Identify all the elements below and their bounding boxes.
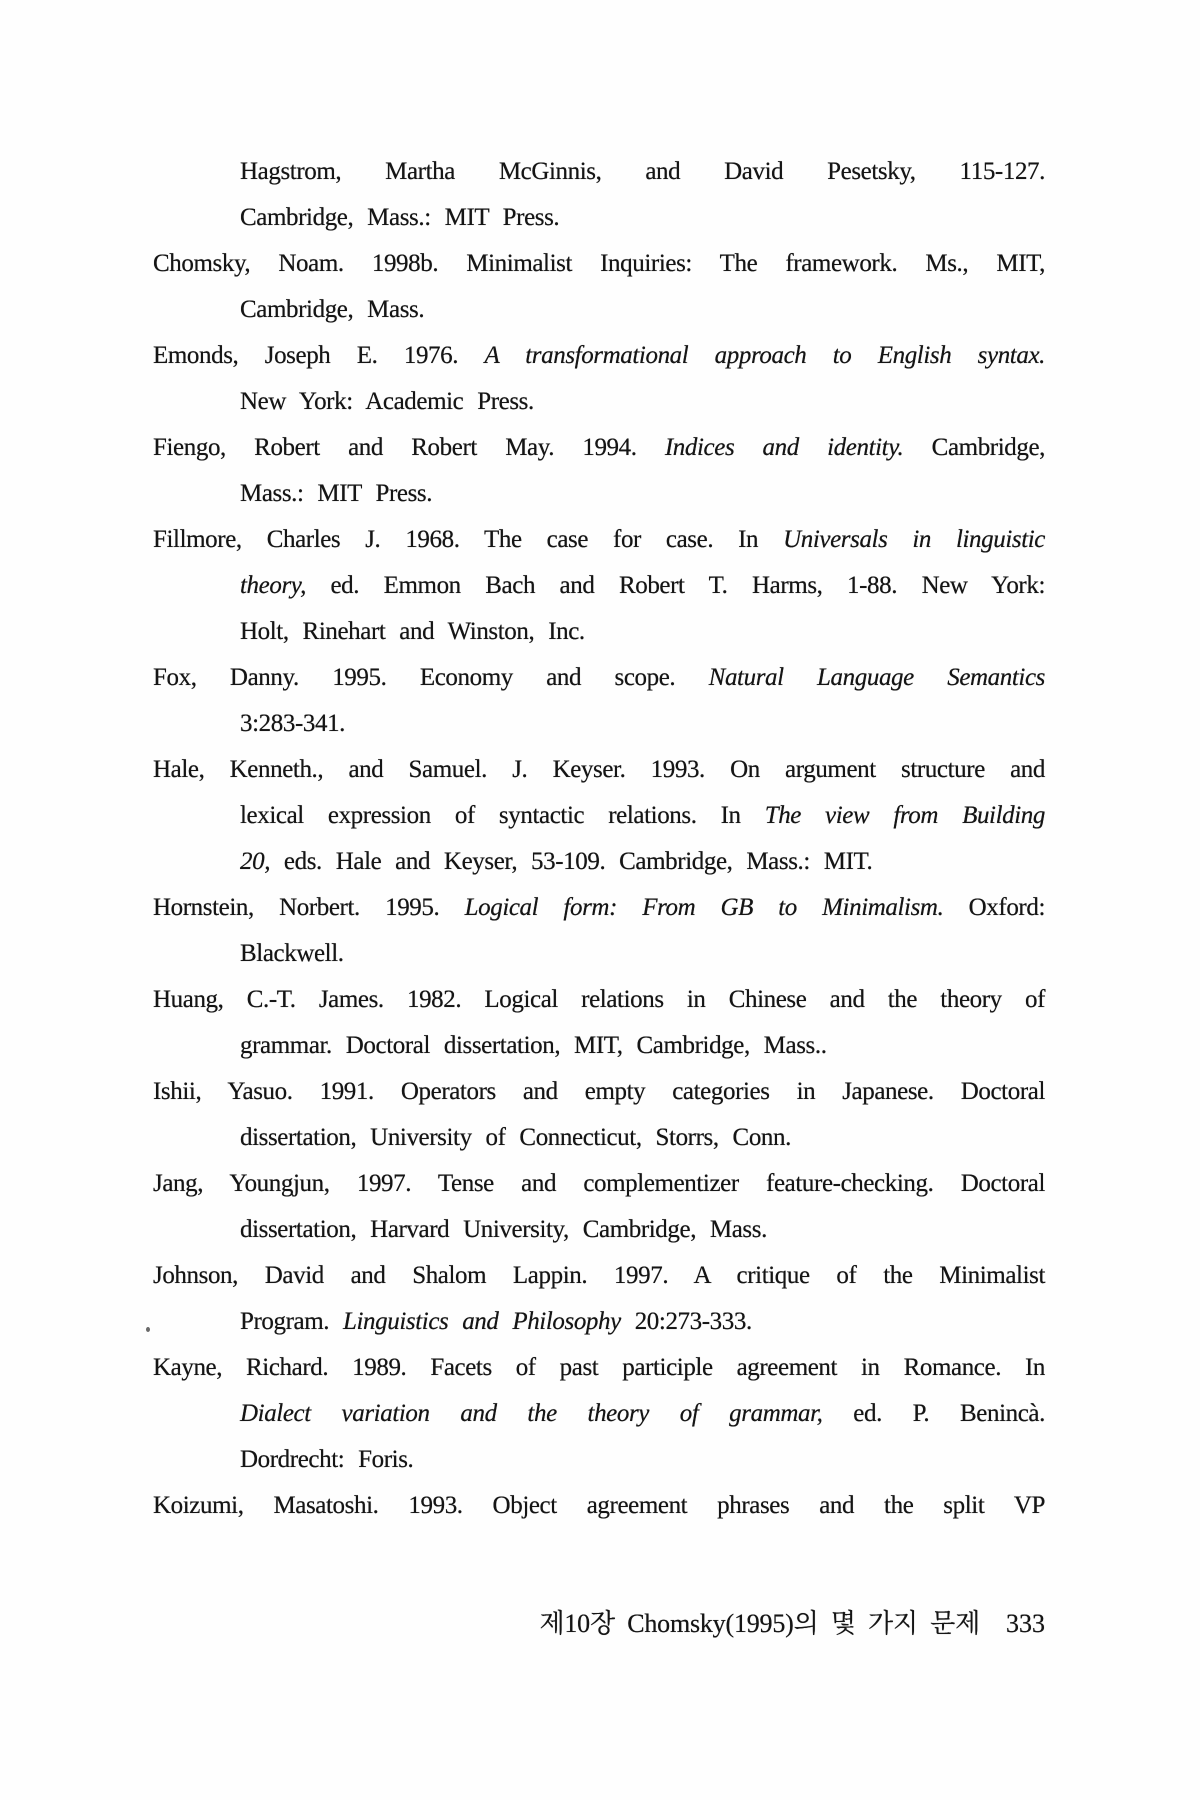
reference-entry-fillmore-1968 (153, 517, 1045, 655)
reference-text: Emonds, Joseph E. 1976. (153, 342, 485, 369)
work-title-text: Linguistics and Philosophy (343, 1308, 621, 1335)
reference-line (153, 1483, 1045, 1529)
reference-entry-johnson-lappin-1997 (153, 1253, 1045, 1345)
reference-text: Program. (240, 1308, 343, 1335)
reference-text: grammar. Doctoral dissertation, MIT, Cambridge, Mass.. (240, 1032, 827, 1059)
reference-line (153, 563, 1045, 609)
reference-entry-emonds-1976 (153, 333, 1045, 425)
reference-text: ed. P. Benincà. (822, 1400, 1045, 1427)
reference-text: Fox, Danny. 1995. Economy and scope. (153, 664, 709, 691)
reference-text: Dordrecht: Foris. (240, 1446, 414, 1473)
reference-line (153, 1345, 1045, 1391)
reference-line (153, 1115, 1045, 1161)
reference-text: Blackwell. (240, 940, 344, 967)
reference-text: dissertation, Harvard University, Cambridge, Mass. (240, 1216, 767, 1243)
reference-line (153, 517, 1045, 563)
reference-line (153, 379, 1045, 425)
page-number: 333 (1006, 1609, 1045, 1638)
reference-line (153, 471, 1045, 517)
reference-text: eds. Hale and Keyser, 53-109. Cambridge, Mass.: MIT. (270, 848, 873, 875)
reference-line (153, 1207, 1045, 1253)
reference-text: lexical expression of syntactic relations. In (240, 802, 765, 829)
reference-text: Oxford: (943, 894, 1046, 921)
reference-line (153, 1437, 1045, 1483)
reference-line (153, 793, 1045, 839)
reference-text: Hagstrom, Martha McGinnis, and David Pesetsky, 115-127. (240, 158, 1045, 185)
reference-line (153, 747, 1045, 793)
reference-text: Kayne, Richard. 1989. Facets of past participle agreement in Romance. In (153, 1354, 1045, 1381)
reference-text: New York: Academic Press. (240, 388, 534, 415)
reference-line (153, 195, 1045, 241)
reference-text: 20:273-333. (620, 1308, 752, 1335)
work-title-text: Universals in linguistic (783, 526, 1045, 553)
work-title-text: Logical form: From GB to Minimalism. (464, 894, 944, 921)
work-title-text: Dialect variation and the theory of grammar, (240, 1400, 823, 1427)
reference-line (153, 287, 1045, 333)
reference-line (153, 977, 1045, 1023)
reference-line (153, 333, 1045, 379)
reference-line (153, 1069, 1045, 1115)
work-title-text: Natural Language Semantics (708, 664, 1046, 691)
reference-entry-huang-1982 (153, 977, 1045, 1069)
reference-line (153, 1023, 1045, 1069)
reference-line (153, 1299, 1045, 1345)
reference-line (153, 425, 1045, 471)
reference-text: Holt, Rinehart and Winston, Inc. (240, 618, 585, 645)
reference-entry-fiengo-may-1994 (153, 425, 1045, 517)
reference-text: dissertation, University of Connecticut, Storrs, Conn. (240, 1124, 791, 1151)
reference-line (153, 701, 1045, 747)
reference-text: Hornstein, Norbert. 1995. (153, 894, 465, 921)
reference-entry-ishii-1991 (153, 1069, 1045, 1161)
reference-text: ed. Emmon Bach and Robert T. Harms, 1-88. New York: (305, 572, 1045, 599)
reference-text: 3:283-341. (240, 710, 346, 737)
reference-line (153, 1391, 1045, 1437)
reference-text: Fiengo, Robert and Robert May. 1994. (153, 434, 665, 461)
reference-text: Mass.: MIT Press. (240, 480, 433, 507)
reference-entry-hornstein-1995 (153, 885, 1045, 977)
work-title-text: The view from Building (764, 802, 1045, 829)
reference-entry-chomsky-1998b (153, 241, 1045, 333)
reference-entry-hagstrom-continuation (153, 149, 1045, 241)
running-title: 제10장 Chomsky(1995)의 몇 가지 문제 (539, 1609, 980, 1638)
reference-text: Koizumi, Masatoshi. 1993. Object agreement phrases and the split VP (153, 1492, 1045, 1519)
references (153, 149, 1045, 1529)
reference-line (153, 1253, 1045, 1299)
reference-line (153, 149, 1045, 195)
scan-speckle-artifact (146, 1327, 150, 1332)
reference-text: Cambridge, (903, 434, 1046, 461)
reference-line (153, 609, 1045, 655)
reference-line (153, 839, 1045, 885)
work-title-text: Indices and identity. (664, 434, 904, 461)
reference-text: Ishii, Yasuo. 1991. Operators and empty categories in Japanese. Doctoral (153, 1078, 1045, 1105)
reference-line (153, 655, 1045, 701)
reference-entry-hale-keyser-1993 (153, 747, 1045, 885)
reference-line (153, 885, 1045, 931)
reference-text: Jang, Youngjun, 1997. Tense and complementizer feature-checking. Doctoral (153, 1170, 1045, 1197)
work-title-text: 20, (240, 848, 271, 875)
reference-entry-fox-1995 (153, 655, 1045, 747)
reference-text: Fillmore, Charles J. 1968. The case for case. In (153, 526, 784, 553)
reference-line (153, 931, 1045, 977)
reference-entry-jang-1997 (153, 1161, 1045, 1253)
reference-line (153, 241, 1045, 287)
work-title-text: theory, (240, 572, 306, 599)
page-footer (539, 1608, 1045, 1640)
reference-entry-koizumi-1993 (153, 1483, 1045, 1529)
reference-text: Hale, Kenneth., and Samuel. J. Keyser. 1993. On argument structure and (153, 756, 1045, 783)
reference-text: Huang, C.-T. James. 1982. Logical relations in Chinese and the theory of (153, 986, 1045, 1013)
reference-line (153, 1161, 1045, 1207)
reference-text: Johnson, David and Shalom Lappin. 1997. A critique of the Minimalist (153, 1262, 1045, 1289)
reference-text: Chomsky, Noam. 1998b. Minimalist Inquiries: The framework. Ms., MIT, (153, 250, 1045, 277)
work-title-text: A transformational approach to English syntax. (484, 342, 1046, 369)
reference-entry-kayne-1989 (153, 1345, 1045, 1483)
reference-text: Cambridge, Mass.: MIT Press. (240, 204, 560, 231)
reference-text: Cambridge, Mass. (240, 296, 425, 323)
